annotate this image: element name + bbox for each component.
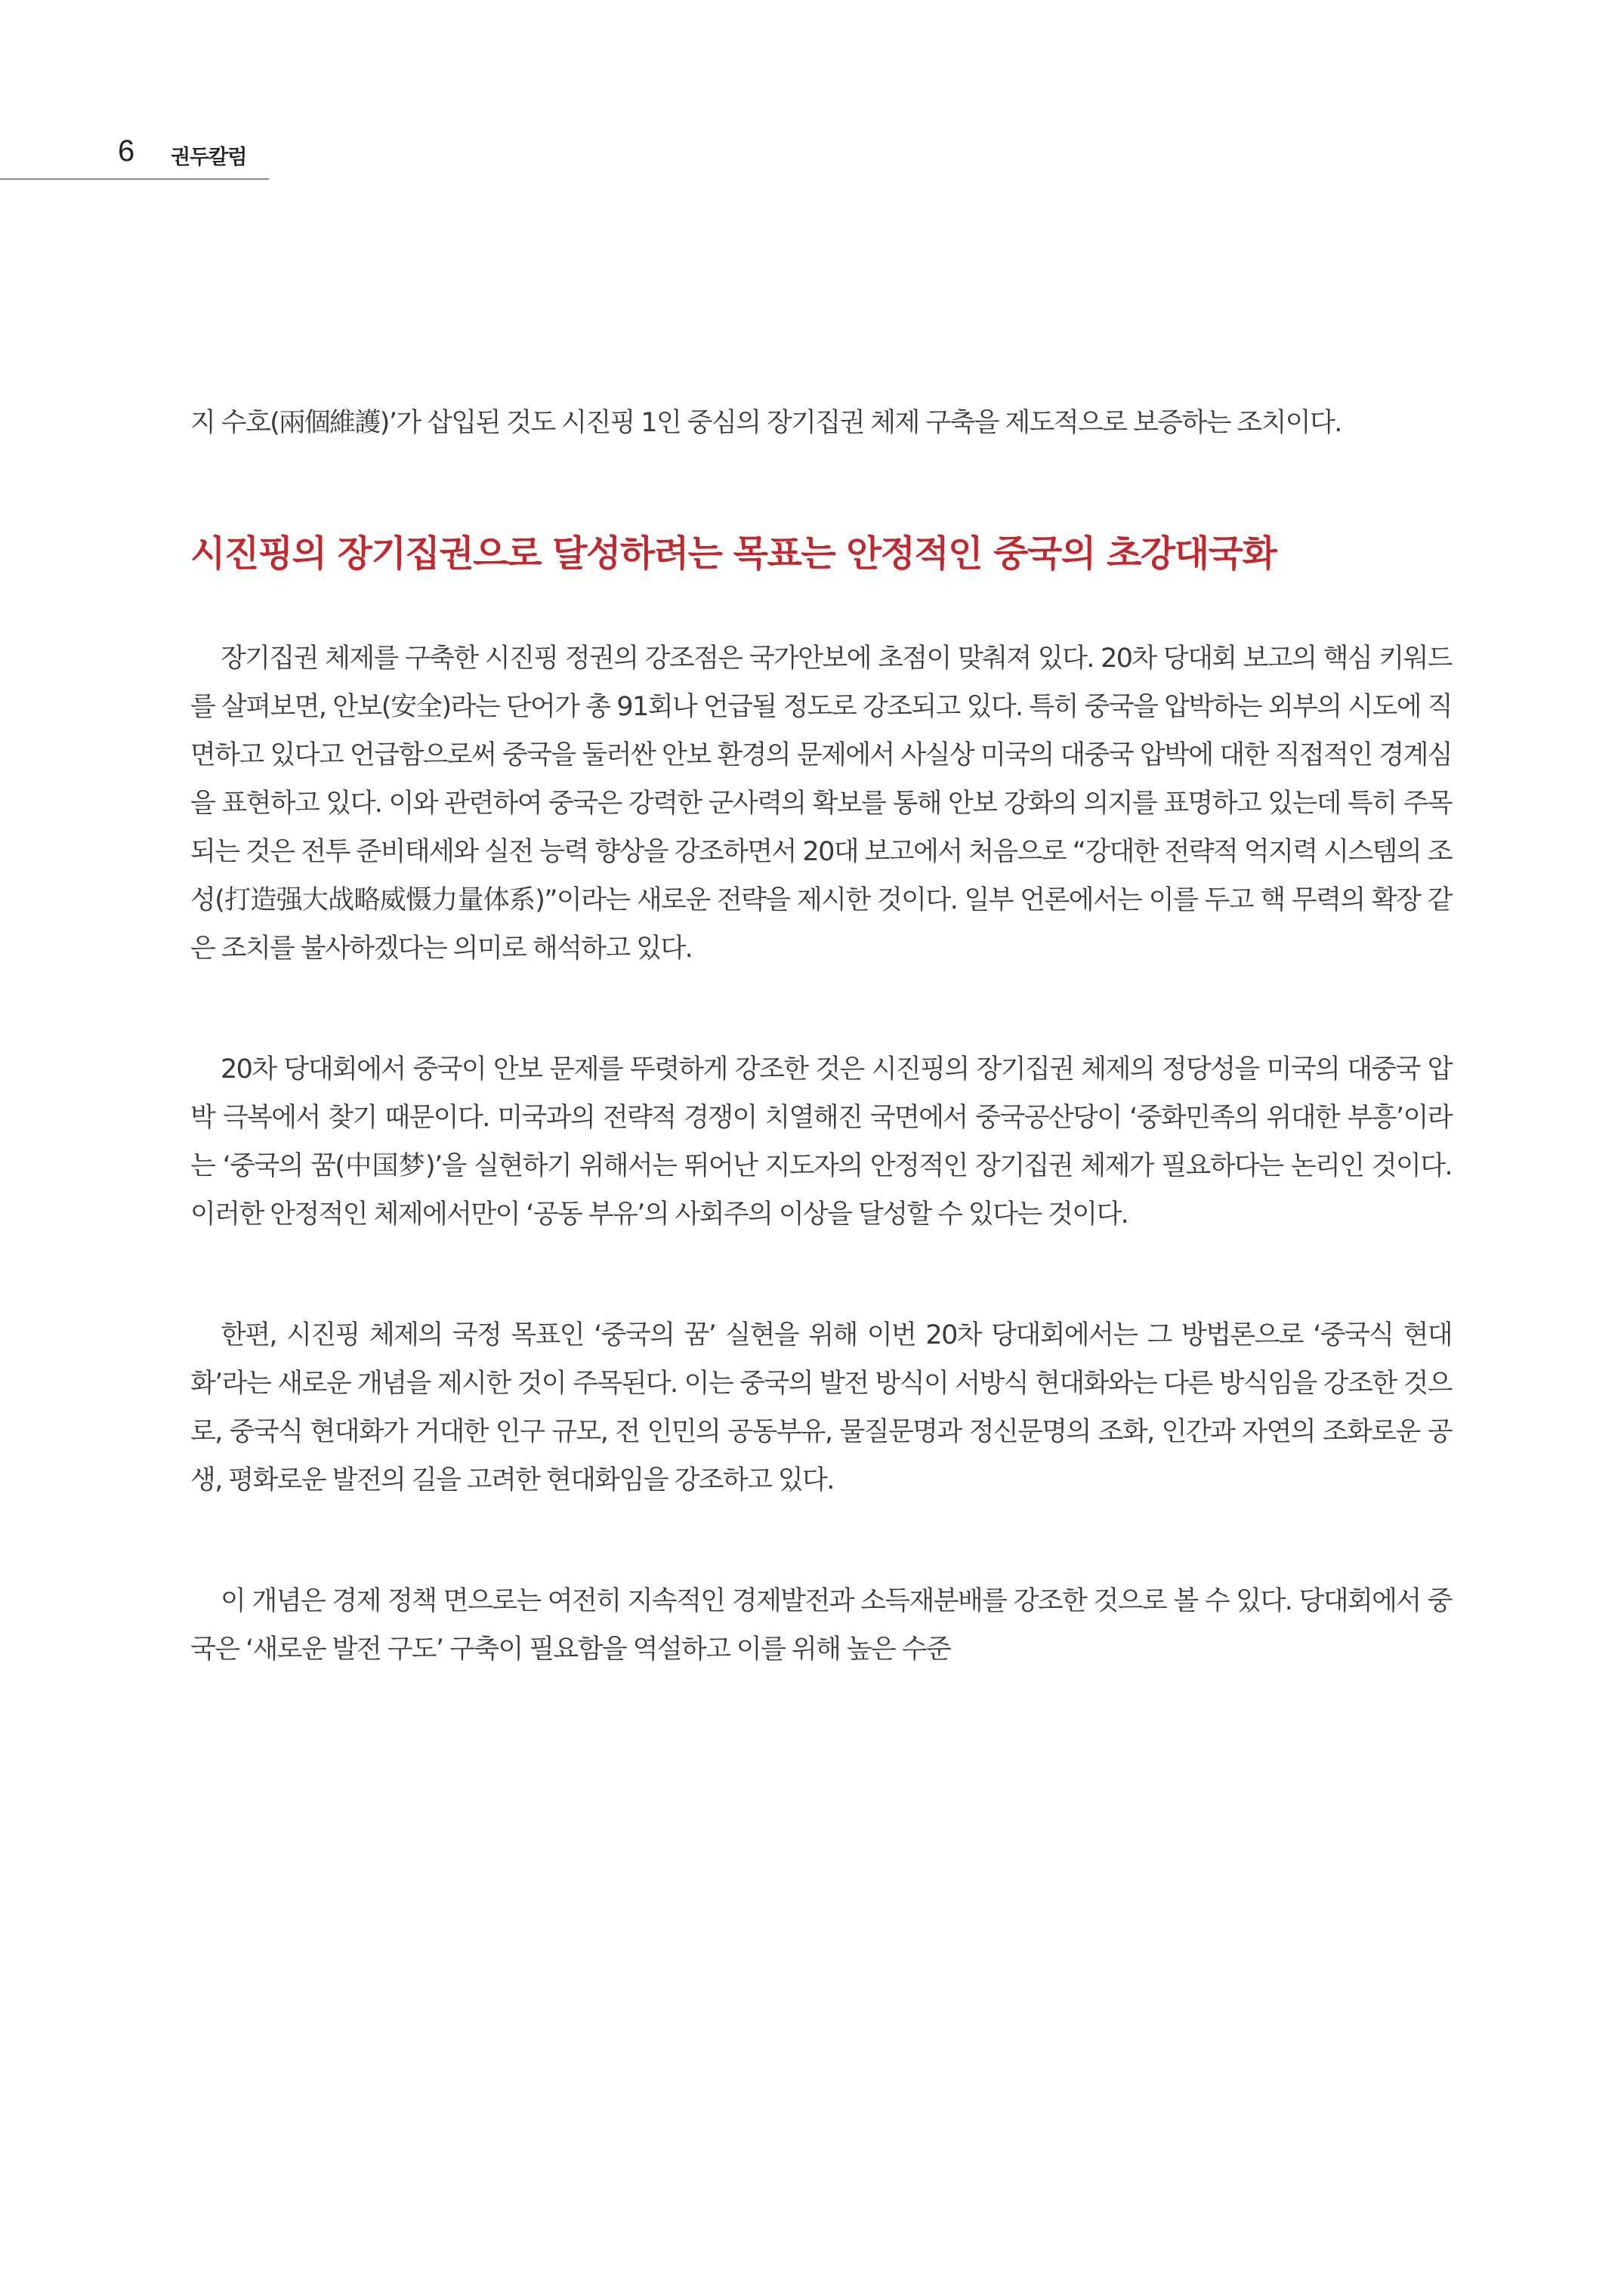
article-body [190,399,1452,1674]
paragraph-3: 20차 당대회에서 중국이 안보 문제를 뚜렷하게 강조한 것은 시진핑의 장기집권 체제의 정당성을 미국의 대중국 압박 극복에서 찾기 때문이다. 미국과의 전략적 경쟁이 치열해진 국면에서 중국공산당이 ‘중화민족의 위대한 부흥’이라는 ‘중국의 꿈(中国梦)’을 실현하기 위해서는 뛰어난 지도자의 안정적인 장기집권 체제가 필요하다는 논리인 것이다. 이러한 안정적인 체제에서만이 ‘공동 부유’의 사회주의 이상을 달성할 수 있다는 것이다. [190,1054,1452,1230]
page-number: 6 [118,134,135,168]
section-heading: 시진핑의 장기집권으로 달성하려는 목표는 안정적인 중국의 초강대국화 [190,532,1277,575]
column-title: 권두칼럼 [171,146,247,169]
paragraph-5: 이 개념은 경제 정책 면으로는 여전히 지속적인 경제발전과 소득재분배를 강조한 것으로 볼 수 있다. 당대회에서 중국은 ‘새로운 발전 구도’ 구축이 필요함을 역설하고 이를 위해 높은 수준 [190,1586,1452,1665]
paragraph-4: 한편, 시진핑 체제의 국정 목표인 ‘중국의 꿈’ 실현을 위해 이번 20차 당대회에서는 그 방법론으로 ‘중국식 현대화’라는 새로운 개념을 제시한 것이 주목된다. 이는 중국의 발전 방식이 서방식 현대화와는 다른 방식임을 강조한 것으로, 중국식 현대화가 거대한 인구 규모, 전 인민의 공동부유, 물질문명과 정신문명의 조화, 인간과 자연의 조화로운 공생, 평화로운 발전의 길을 고려한 현대화임을 강조하고 있다. [190,1320,1452,1495]
paragraph-2: 장기집권 체제를 구축한 시진핑 정권의 강조점은 국가안보에 초점이 맞춰져 있다. 20차 당대회 보고의 핵심 키워드를 살펴보면, 안보(安全)라는 단어가 총 91회나 언급될 정도로 강조되고 있다. 특히 중국을 압박하는 외부의 시도에 직면하고 있다고 언급함으로써 중국을 둘러싼 안보 환경의 문제에서 사실상 미국의 대중국 압박에 대한 직접적인 경계심을 표현하고 있다. 이와 관련하여 중국은 강력한 군사력의 확보를 통해 안보 강화의 의지를 표명하고 있는데 특히 주목되는 것은 전투 준비태세와 실전 능력 향상을 강조하면서 20대 보고에서 처음으로 “강대한 전략적 억지력 시스템의 조성(打造强大战略威慑力量体系)”이라는 새로운 전략을 제시한 것이다. 일부 언론에서는 이를 두고 핵 무력의 확장 같은 조치를 불사하겠다는 의미로 해석하고 있다. [190,643,1452,964]
paragraph-1: 지 수호(兩個維護)’가 삽입된 것도 시진핑 1인 중심의 장기집권 체제 구축을 제도적으로 보증하는 조치이다. [190,408,1341,438]
page-header [0,130,269,180]
